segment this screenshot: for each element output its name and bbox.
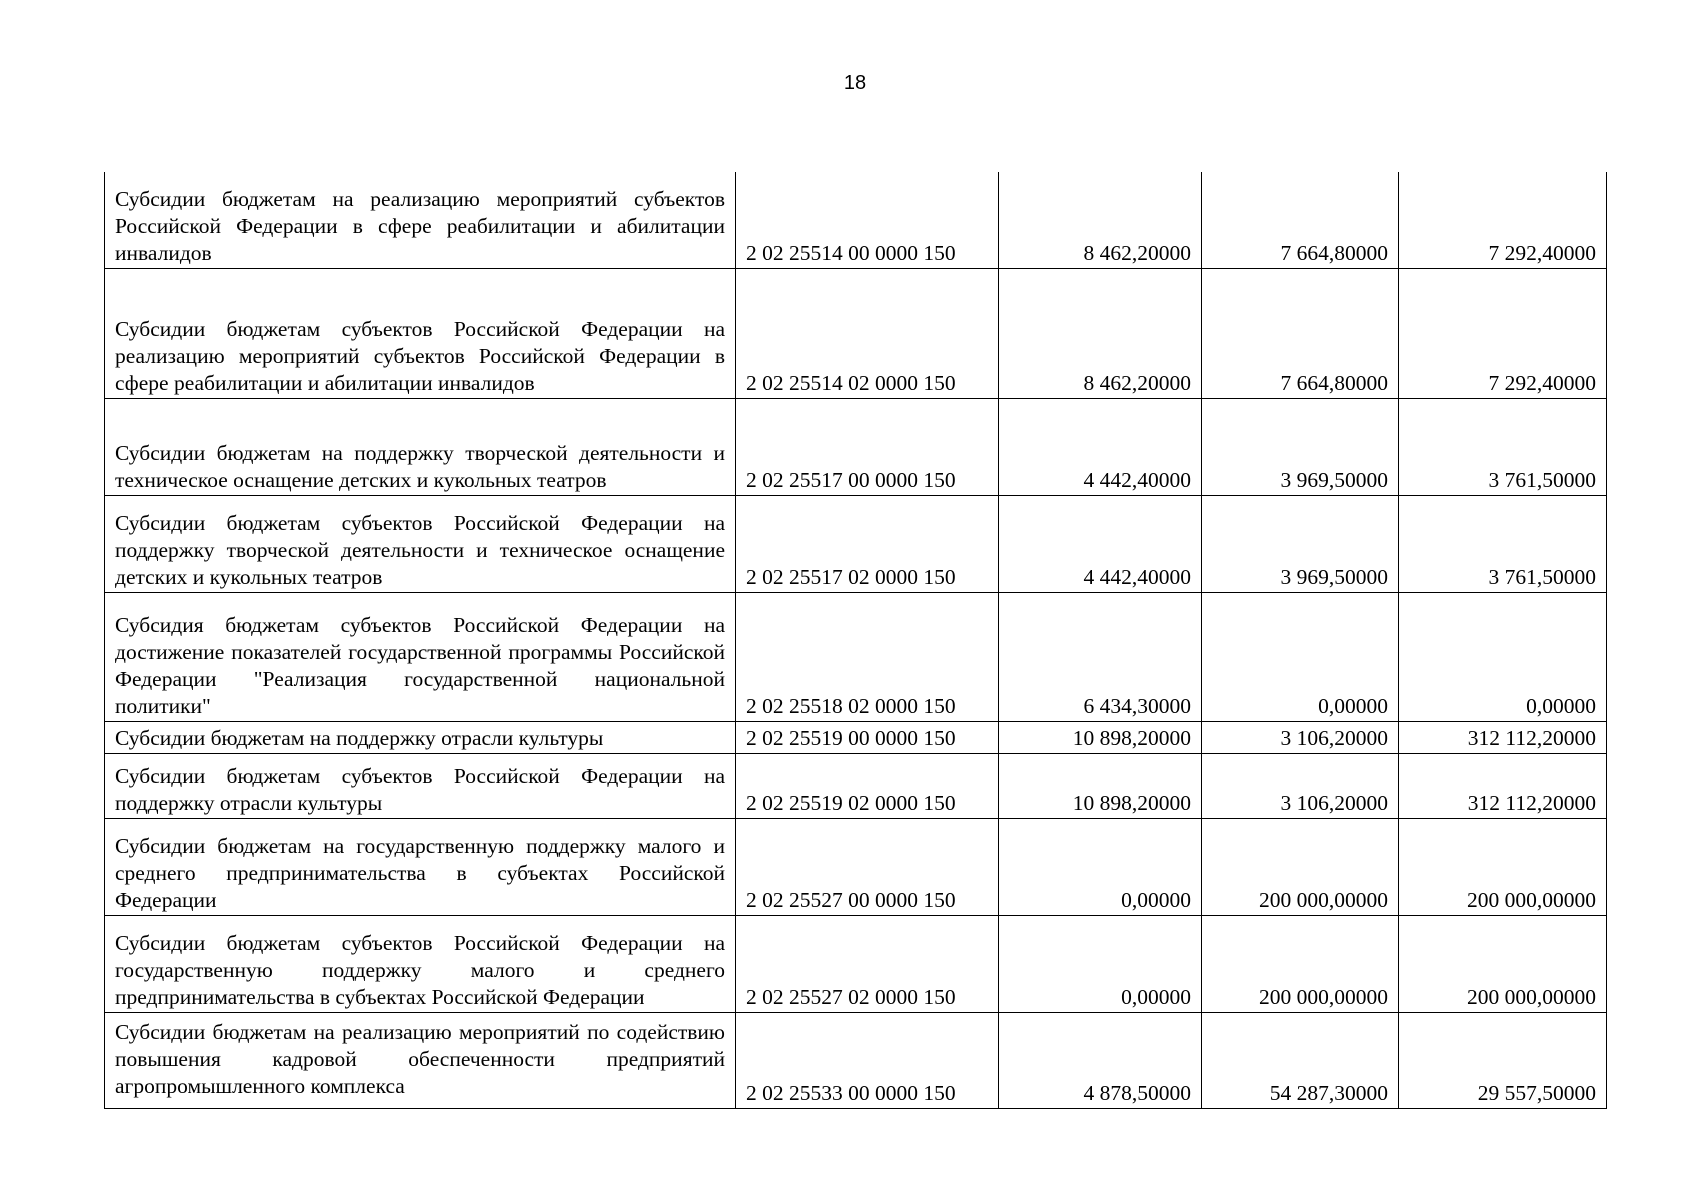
- row-value-2: 3 969,50000: [1202, 495, 1399, 592]
- row-value-1: 10 898,20000: [999, 753, 1202, 818]
- row-value-2: 200 000,00000: [1202, 915, 1399, 1012]
- row-code: 2 02 25527 02 0000 150: [736, 915, 999, 1012]
- table-row: [105, 172, 1607, 268]
- table-row: [105, 495, 1607, 592]
- row-description: Субсидии бюджетам субъектов Российской Федерации на поддержку отрасли культуры: [105, 753, 736, 818]
- row-code: 2 02 25518 02 0000 150: [736, 592, 999, 721]
- row-value-1: 10 898,20000: [999, 721, 1202, 753]
- row-value-1: 8 462,20000: [999, 268, 1202, 398]
- page-number: 18: [843, 72, 867, 94]
- row-value-3: 200 000,00000: [1399, 818, 1607, 915]
- row-description: Субсидии бюджетам на поддержку отрасли культуры: [105, 721, 736, 753]
- row-value-1: 4 878,50000: [999, 1012, 1202, 1108]
- row-value-2: 3 106,20000: [1202, 721, 1399, 753]
- row-code: 2 02 25517 02 0000 150: [736, 495, 999, 592]
- table-row: [105, 398, 1607, 495]
- row-value-1: 0,00000: [999, 818, 1202, 915]
- table-row: [105, 592, 1607, 721]
- table-row: [105, 721, 1607, 753]
- row-value-3: 0,00000: [1399, 592, 1607, 721]
- table-row: [105, 1012, 1607, 1108]
- row-code: 2 02 25519 00 0000 150: [736, 721, 999, 753]
- row-value-3: 29 557,50000: [1399, 1012, 1607, 1108]
- row-value-3: 312 112,20000: [1399, 721, 1607, 753]
- row-description: Субсидии бюджетам субъектов Российской Федерации на реализацию мероприятий субъектов Российской Федерации в сфере реабилитации и абилитации инвалидов: [105, 268, 736, 398]
- budget-table-body: [105, 172, 1607, 1108]
- row-value-1: 6 434,30000: [999, 592, 1202, 721]
- row-description: Субсидии бюджетам на государственную поддержку малого и среднего предпринимательства в субъектах Российской Федерации: [105, 818, 736, 915]
- budget-table: [104, 172, 1607, 1109]
- table-row: [105, 915, 1607, 1012]
- row-code: 2 02 25514 02 0000 150: [736, 268, 999, 398]
- row-description: Субсидии бюджетам на поддержку творческой деятельности и техническое оснащение детских и кукольных театров: [105, 398, 736, 495]
- row-value-2: 7 664,80000: [1202, 172, 1399, 268]
- row-description: Субсидии бюджетам на реализацию мероприятий по содействию повышения кадровой обеспеченности предприятий агропромышленного комплекса: [105, 1012, 736, 1108]
- row-code: 2 02 25533 00 0000 150: [736, 1012, 999, 1108]
- row-value-2: 7 664,80000: [1202, 268, 1399, 398]
- row-value-3: 3 761,50000: [1399, 398, 1607, 495]
- row-value-1: 4 442,40000: [999, 495, 1202, 592]
- row-value-2: 3 969,50000: [1202, 398, 1399, 495]
- row-description: Субсидии бюджетам субъектов Российской Федерации на государственную поддержку малого и среднего предпринимательства в субъектах Российской Федерации: [105, 915, 736, 1012]
- row-value-2: 54 287,30000: [1202, 1012, 1399, 1108]
- row-value-3: 200 000,00000: [1399, 915, 1607, 1012]
- row-description: Субсидии бюджетам на реализацию мероприятий субъектов Российской Федерации в сфере реабилитации и абилитации инвалидов: [105, 172, 736, 268]
- row-description: Субсидии бюджетам субъектов Российской Федерации на поддержку творческой деятельности и техническое оснащение детских и кукольных театров: [105, 495, 736, 592]
- row-code: 2 02 25517 00 0000 150: [736, 398, 999, 495]
- row-value-1: 8 462,20000: [999, 172, 1202, 268]
- row-value-3: 312 112,20000: [1399, 753, 1607, 818]
- row-code: 2 02 25527 00 0000 150: [736, 818, 999, 915]
- row-value-1: 0,00000: [999, 915, 1202, 1012]
- row-value-3: 7 292,40000: [1399, 268, 1607, 398]
- table-row: [105, 818, 1607, 915]
- row-value-1: 4 442,40000: [999, 398, 1202, 495]
- row-code: 2 02 25514 00 0000 150: [736, 172, 999, 268]
- row-value-2: 0,00000: [1202, 592, 1399, 721]
- table-row: [105, 753, 1607, 818]
- row-value-3: 3 761,50000: [1399, 495, 1607, 592]
- row-value-2: 3 106,20000: [1202, 753, 1399, 818]
- row-code: 2 02 25519 02 0000 150: [736, 753, 999, 818]
- row-value-3: 7 292,40000: [1399, 172, 1607, 268]
- table-row: [105, 268, 1607, 398]
- row-value-2: 200 000,00000: [1202, 818, 1399, 915]
- row-description: Субсидия бюджетам субъектов Российской Федерации на достижение показателей государственной программы Российской Федерации "Реализация государственной национальной политики": [105, 592, 736, 721]
